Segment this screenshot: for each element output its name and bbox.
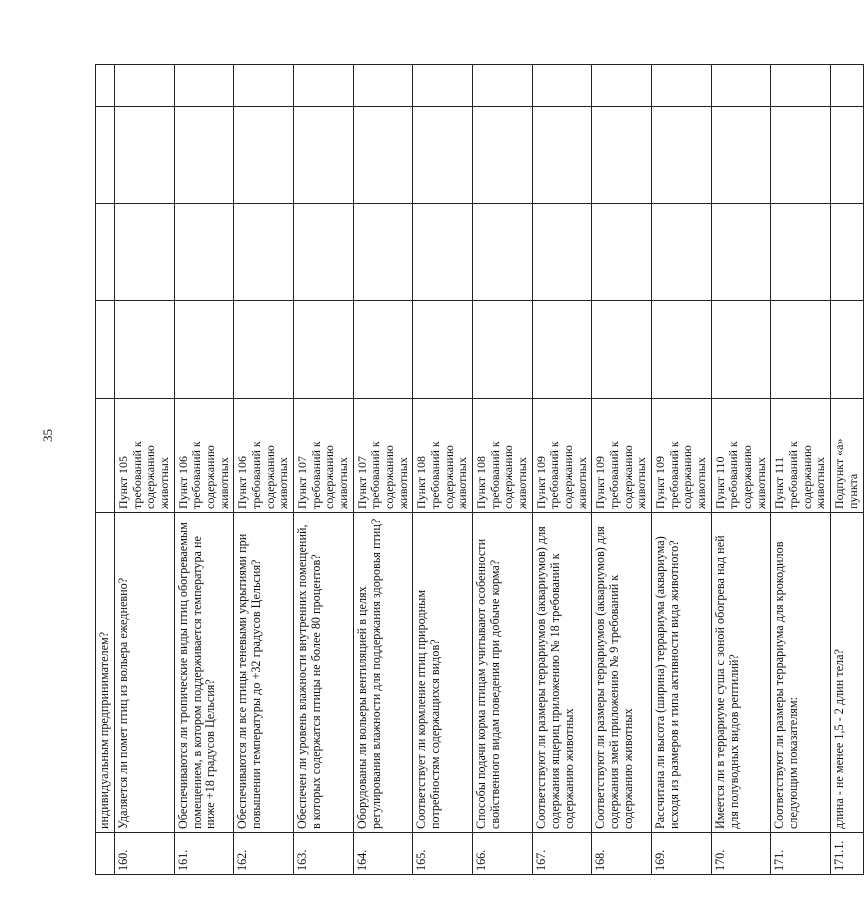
row-cell-empty (96, 301, 115, 399)
row-cell-empty (413, 107, 473, 204)
row-reference: Подпункт «а» пункта (831, 399, 863, 513)
row-number: 168. (592, 833, 652, 875)
row-cell-empty (652, 107, 712, 204)
row-question: Обеспечиваются ли все птицы теневыми укрытиями при повышении температуры до +32 градусов Цельсия? (234, 513, 294, 833)
row-number: 169. (652, 833, 712, 875)
row-cell-empty (473, 107, 533, 204)
row-reference: Пункт 107 требований к содержанию животных (293, 399, 353, 513)
row-question: Обеспечен ли уровень влажности внутренних помещений, в которых содержатся птицы не более 80 процентов? (293, 513, 353, 833)
row-question: длина - не менее 1,5 - 2 длин тела? (831, 513, 863, 833)
row-cell-empty (592, 65, 652, 107)
row-question: Соответствуют ли размеры террариума для крокодилов следующим показателям: (771, 513, 831, 833)
row-question: Соответствует ли кормление птиц природным потребностям содержащихся видов? (413, 513, 473, 833)
row-reference: Пункт 107 требований к содержанию животных (353, 399, 413, 513)
row-cell-empty (353, 65, 413, 107)
row-reference: Пункт 108 требований к содержанию животных (473, 399, 533, 513)
row-cell-empty (831, 65, 863, 107)
row-cell-empty (831, 107, 863, 204)
row-cell-empty (413, 301, 473, 399)
row-question: Обеспечиваются ли тропические виды птиц обогреваемым помещением, в котором поддерживается температура не ниже +18 градусов Цельсия? (174, 513, 234, 833)
row-cell-empty (831, 204, 863, 301)
table-row (592, 65, 652, 875)
table-row (831, 65, 863, 875)
table-row (353, 65, 413, 875)
row-cell-empty (592, 107, 652, 204)
row-cell-empty (234, 65, 294, 107)
row-cell-empty (293, 204, 353, 301)
row-question: Оборудованы ли вольеры вентиляцией в целях регулирования влажности для поддержания здоровья птиц? (353, 513, 413, 833)
table-row (114, 65, 174, 875)
row-cell-empty (711, 204, 771, 301)
row-cell-empty (771, 107, 831, 204)
row-question: Способы подачи корма птицам учитывают особенности свойственного видам поведения при добыче корма? (473, 513, 533, 833)
table-row (413, 65, 473, 875)
row-number: 171. (771, 833, 831, 875)
row-cell-empty (293, 65, 353, 107)
table-row (96, 65, 115, 875)
row-number (96, 833, 115, 875)
row-cell-empty (532, 204, 592, 301)
row-reference: Пункт 109 требований к содержанию животных (652, 399, 712, 513)
row-cell-empty (234, 301, 294, 399)
row-reference: Пункт 106 требований к содержанию животных (174, 399, 234, 513)
page-number: 35 (40, 429, 55, 442)
row-cell-empty (473, 204, 533, 301)
row-reference: Пункт 105 требований к содержанию животных (114, 399, 174, 513)
row-cell-empty (234, 107, 294, 204)
table-row (771, 65, 831, 875)
row-question: индивидуальным предпринимателем? (96, 513, 115, 833)
row-reference: Пункт 110 требований к содержанию животных (711, 399, 771, 513)
row-cell-empty (771, 65, 831, 107)
row-cell-empty (96, 204, 115, 301)
row-reference (96, 399, 115, 513)
row-cell-empty (652, 65, 712, 107)
row-cell-empty (96, 65, 115, 107)
row-cell-empty (114, 301, 174, 399)
row-number: 161. (174, 833, 234, 875)
row-question: Соответствуют ли размеры террариумов (аквариумов) для содержания ящериц приложению № 18 требований к содержанию животных (532, 513, 592, 833)
row-cell-empty (711, 107, 771, 204)
row-question: Имеется ли в террариуме суша с зоной обогрева над ней для полуводных видов рептилий? (711, 513, 771, 833)
row-number: 171.1. (831, 833, 863, 875)
row-number: 164. (353, 833, 413, 875)
row-cell-empty (174, 301, 234, 399)
row-reference: Пункт 111 требований к содержанию животных (771, 399, 831, 513)
row-reference: Пункт 109 требований к содержанию животных (592, 399, 652, 513)
row-number: 163. (293, 833, 353, 875)
row-reference: Пункт 108 требований к содержанию животных (413, 399, 473, 513)
row-cell-empty (771, 301, 831, 399)
table-row (234, 65, 294, 875)
row-cell-empty (293, 301, 353, 399)
row-cell-empty (114, 107, 174, 204)
row-cell-empty (473, 65, 533, 107)
table-row (293, 65, 353, 875)
row-number: 170. (711, 833, 771, 875)
row-cell-empty (174, 107, 234, 204)
row-cell-empty (532, 107, 592, 204)
row-cell-empty (652, 204, 712, 301)
row-cell-empty (353, 107, 413, 204)
checklist-table-container (95, 65, 860, 875)
row-cell-empty (353, 301, 413, 399)
row-reference: Пункт 106 требований к содержанию животных (234, 399, 294, 513)
row-reference: Пункт 109 требований к содержанию животных (532, 399, 592, 513)
row-cell-empty (711, 65, 771, 107)
row-question: Рассчитана ли высота (ширина) террариума (аквариума) исходя из размеров и типа активности вида животного? (652, 513, 712, 833)
row-cell-empty (532, 65, 592, 107)
row-cell-empty (114, 65, 174, 107)
row-cell-empty (174, 65, 234, 107)
row-cell-empty (711, 301, 771, 399)
row-number: 165. (413, 833, 473, 875)
row-cell-empty (114, 204, 174, 301)
row-cell-empty (234, 204, 294, 301)
row-cell-empty (771, 204, 831, 301)
checklist-table (95, 64, 864, 875)
table-row (532, 65, 592, 875)
row-number: 167. (532, 833, 592, 875)
row-number: 160. (114, 833, 174, 875)
row-cell-empty (532, 301, 592, 399)
row-question: Удаляется ли помет птиц из вольера ежедневно? (114, 513, 174, 833)
table-row (174, 65, 234, 875)
row-cell-empty (473, 301, 533, 399)
row-cell-empty (592, 204, 652, 301)
row-question: Соответствуют ли размеры террариумов (аквариумов) для содержания змей приложению № 9 требований к содержанию животных (592, 513, 652, 833)
row-cell-empty (96, 107, 115, 204)
row-cell-empty (831, 301, 863, 399)
table-row (473, 65, 533, 875)
table-row (711, 65, 771, 875)
row-cell-empty (174, 204, 234, 301)
row-cell-empty (293, 107, 353, 204)
row-number: 162. (234, 833, 294, 875)
row-number: 166. (473, 833, 533, 875)
row-cell-empty (413, 204, 473, 301)
row-cell-empty (413, 65, 473, 107)
row-cell-empty (592, 301, 652, 399)
row-cell-empty (652, 301, 712, 399)
row-cell-empty (353, 204, 413, 301)
table-row (652, 65, 712, 875)
